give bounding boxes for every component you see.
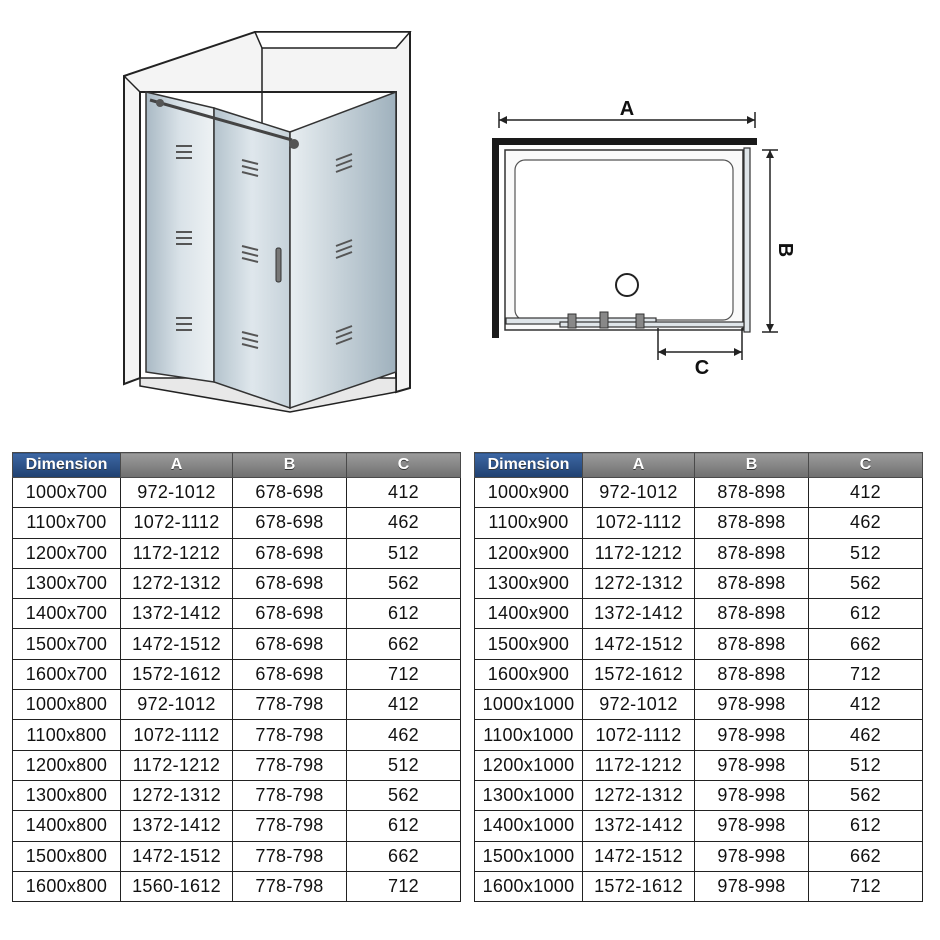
cell-c: 562 [347, 568, 461, 598]
cell-c: 562 [347, 780, 461, 810]
cell-b: 778-798 [233, 841, 347, 871]
table-row [13, 599, 461, 629]
cell-c: 612 [809, 811, 923, 841]
table-row [475, 508, 923, 538]
cell-a: 1072-1112 [583, 720, 695, 750]
cell-a: 1472-1512 [583, 629, 695, 659]
cell-c: 712 [347, 871, 461, 901]
table-row [475, 871, 923, 901]
product-illustrations [0, 0, 940, 440]
table-row [13, 690, 461, 720]
cell-dimension: 1100x1000 [475, 720, 583, 750]
cell-a: 1572-1612 [583, 659, 695, 689]
header-c: C [809, 453, 923, 478]
table-row [475, 599, 923, 629]
cell-dimension: 1200x700 [13, 538, 121, 568]
cell-c: 662 [809, 841, 923, 871]
table-header-row [13, 453, 461, 478]
table-row [13, 841, 461, 871]
cell-b: 678-698 [233, 599, 347, 629]
cell-a: 1472-1512 [583, 841, 695, 871]
cell-a: 972-1012 [121, 690, 233, 720]
cell-c: 512 [347, 538, 461, 568]
cell-b: 978-998 [695, 750, 809, 780]
cell-dimension: 1200x800 [13, 750, 121, 780]
cell-c: 712 [347, 659, 461, 689]
cell-dimension: 1600x1000 [475, 871, 583, 901]
cell-dimension: 1300x800 [13, 780, 121, 810]
cell-a: 1072-1112 [121, 720, 233, 750]
cell-b: 678-698 [233, 508, 347, 538]
cell-c: 462 [809, 508, 923, 538]
cell-dimension: 1200x900 [475, 538, 583, 568]
table-row [13, 720, 461, 750]
cell-b: 778-798 [233, 750, 347, 780]
cell-b: 778-798 [233, 871, 347, 901]
cell-dimension: 1400x800 [13, 811, 121, 841]
cell-a: 1560-1612 [121, 871, 233, 901]
cell-c: 512 [347, 750, 461, 780]
cell-b: 778-798 [233, 690, 347, 720]
cell-c: 412 [809, 690, 923, 720]
cell-c: 462 [347, 508, 461, 538]
cell-c: 412 [347, 690, 461, 720]
cell-dimension: 1200x1000 [475, 750, 583, 780]
cell-b: 678-698 [233, 659, 347, 689]
cell-b: 978-998 [695, 780, 809, 810]
cell-b: 778-798 [233, 720, 347, 750]
table-row [475, 568, 923, 598]
dimension-table-right [474, 452, 923, 902]
cell-c: 662 [809, 629, 923, 659]
cell-dimension: 1500x700 [13, 629, 121, 659]
cell-dimension: 1600x900 [475, 659, 583, 689]
dimension-a-label: A [619, 98, 635, 120]
cell-c: 462 [809, 720, 923, 750]
cell-b: 878-898 [695, 538, 809, 568]
cell-a: 1272-1312 [583, 780, 695, 810]
cell-b: 678-698 [233, 629, 347, 659]
cell-dimension: 1400x700 [13, 599, 121, 629]
cell-b: 878-898 [695, 629, 809, 659]
cell-c: 562 [809, 780, 923, 810]
cell-a: 1072-1112 [583, 508, 695, 538]
cell-dimension: 1000x800 [13, 690, 121, 720]
cell-c: 612 [347, 599, 461, 629]
table-row [13, 871, 461, 901]
cell-dimension: 1400x1000 [475, 811, 583, 841]
cell-dimension: 1300x900 [475, 568, 583, 598]
cell-dimension: 1500x1000 [475, 841, 583, 871]
header-c: C [347, 453, 461, 478]
cell-b: 878-898 [695, 599, 809, 629]
table-row [475, 690, 923, 720]
cell-a: 1172-1212 [583, 538, 695, 568]
table-row [475, 841, 923, 871]
cell-b: 978-998 [695, 720, 809, 750]
header-dimension: Dimension [13, 453, 121, 478]
cell-b: 978-998 [695, 871, 809, 901]
cell-c: 412 [347, 478, 461, 508]
cell-c: 612 [347, 811, 461, 841]
cell-dimension: 1100x900 [475, 508, 583, 538]
cell-a: 972-1012 [583, 478, 695, 508]
cell-c: 662 [347, 629, 461, 659]
cell-a: 1472-1512 [121, 841, 233, 871]
cell-dimension: 1000x1000 [475, 690, 583, 720]
table-row [13, 750, 461, 780]
cell-a: 1372-1412 [121, 599, 233, 629]
cell-b: 878-898 [695, 659, 809, 689]
header-b: B [233, 453, 347, 478]
table-row [13, 508, 461, 538]
cell-a: 1372-1412 [583, 811, 695, 841]
cell-a: 1572-1612 [583, 871, 695, 901]
cell-b: 978-998 [695, 841, 809, 871]
cell-dimension: 1300x1000 [475, 780, 583, 810]
dimension-table-left [12, 452, 461, 902]
table-row [475, 538, 923, 568]
table-row [475, 720, 923, 750]
cell-c: 712 [809, 659, 923, 689]
cell-dimension: 1000x900 [475, 478, 583, 508]
table-row [13, 811, 461, 841]
cell-dimension: 1300x700 [13, 568, 121, 598]
cell-a: 1072-1112 [121, 508, 233, 538]
cell-b: 678-698 [233, 538, 347, 568]
table-row [475, 780, 923, 810]
cell-a: 1372-1412 [583, 599, 695, 629]
cell-dimension: 1100x800 [13, 720, 121, 750]
cell-c: 562 [809, 568, 923, 598]
cell-c: 512 [809, 538, 923, 568]
cell-a: 972-1012 [121, 478, 233, 508]
cell-b: 678-698 [233, 568, 347, 598]
table-row [13, 478, 461, 508]
cell-b: 978-998 [695, 811, 809, 841]
cell-a: 1372-1412 [121, 811, 233, 841]
cell-b: 778-798 [233, 811, 347, 841]
header-a: A [583, 453, 695, 478]
table-header-row [475, 453, 923, 478]
cell-a: 1172-1212 [121, 750, 233, 780]
cell-c: 412 [809, 478, 923, 508]
cell-c: 512 [809, 750, 923, 780]
table-body-right [475, 478, 923, 902]
dimension-b-label: B [774, 242, 796, 258]
cell-c: 462 [347, 720, 461, 750]
cell-c: 712 [809, 871, 923, 901]
table-row [13, 659, 461, 689]
cell-dimension: 1600x800 [13, 871, 121, 901]
table-row [475, 478, 923, 508]
cell-dimension: 1600x700 [13, 659, 121, 689]
table-row [13, 629, 461, 659]
cell-b: 978-998 [695, 690, 809, 720]
plan-view-diagram [492, 98, 796, 379]
cell-a: 1272-1312 [583, 568, 695, 598]
cell-c: 612 [809, 599, 923, 629]
dimension-c-label: C [694, 357, 710, 379]
cell-a: 1272-1312 [121, 568, 233, 598]
table-row [475, 811, 923, 841]
cell-dimension: 1100x700 [13, 508, 121, 538]
table-row [13, 538, 461, 568]
cell-dimension: 1500x800 [13, 841, 121, 871]
cell-b: 878-898 [695, 508, 809, 538]
table-row [475, 750, 923, 780]
table-row [475, 659, 923, 689]
cell-dimension: 1000x700 [13, 478, 121, 508]
cell-dimension: 1400x900 [475, 599, 583, 629]
shower-enclosure-illustration [124, 32, 410, 412]
cell-dimension: 1500x900 [475, 629, 583, 659]
cell-c: 662 [347, 841, 461, 871]
cell-b: 878-898 [695, 568, 809, 598]
header-dimension: Dimension [475, 453, 583, 478]
cell-b: 778-798 [233, 780, 347, 810]
cell-b: 878-898 [695, 478, 809, 508]
cell-b: 678-698 [233, 478, 347, 508]
cell-a: 1172-1212 [583, 750, 695, 780]
header-a: A [121, 453, 233, 478]
table-body-left [13, 478, 461, 902]
table-row [13, 780, 461, 810]
cell-a: 1572-1612 [121, 659, 233, 689]
cell-a: 1172-1212 [121, 538, 233, 568]
table-row [13, 568, 461, 598]
cell-a: 1472-1512 [121, 629, 233, 659]
cell-a: 1272-1312 [121, 780, 233, 810]
header-b: B [695, 453, 809, 478]
cell-a: 972-1012 [583, 690, 695, 720]
table-row [475, 629, 923, 659]
